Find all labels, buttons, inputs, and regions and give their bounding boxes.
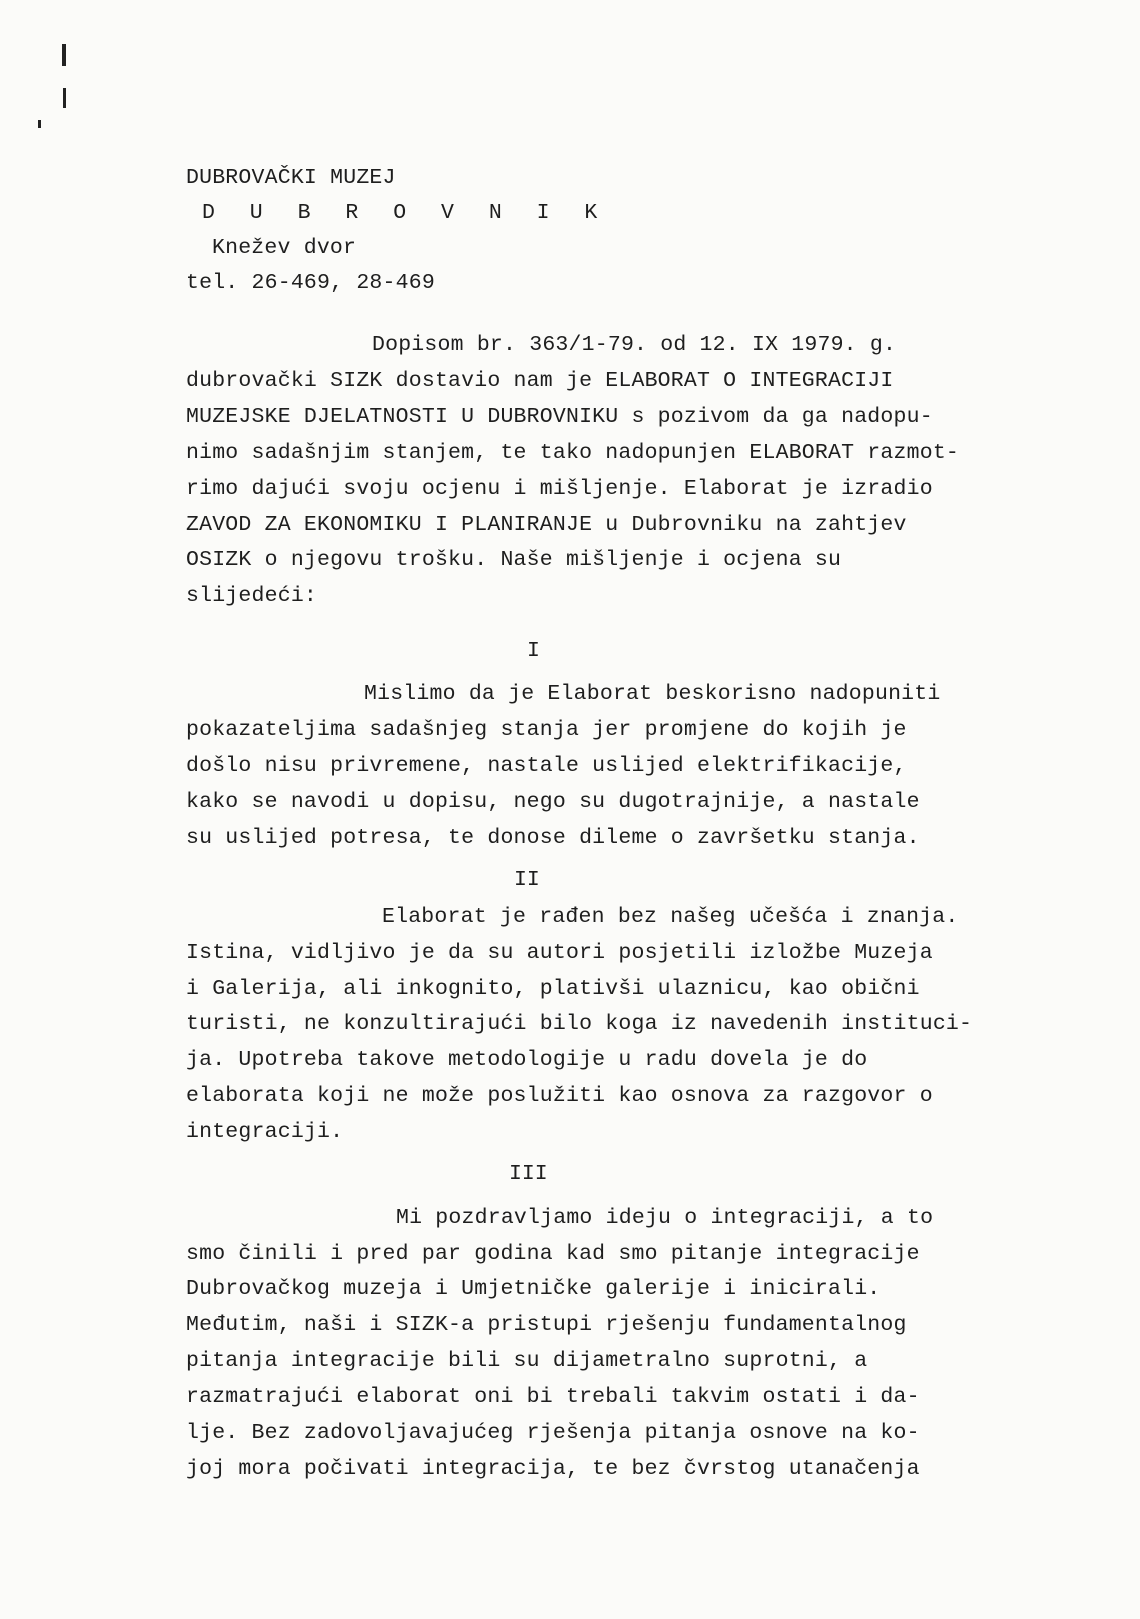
section-iii-line: smo činili i pred par godina kad smo pitanje integracije — [186, 1242, 920, 1266]
section-numeral-i: I — [527, 639, 540, 663]
section-ii-line: ja. Upotreba takove metodologije u radu dovela je do — [186, 1048, 868, 1072]
section-iii-line: lje. Bez zadovoljavajućeg rješenja pitanja osnove na ko- — [186, 1421, 920, 1445]
intro-line: MUZEJSKE DJELATNOSTI U DUBROVNIKU s pozivom da ga nadopu- — [186, 405, 933, 429]
section-i-line: došlo nisu privremene, nastale uslijed elektrifikacije, — [186, 754, 907, 778]
section-iii-line: Dubrovačkog muzeja i Umjetničke galerije i inicirali. — [186, 1277, 881, 1301]
intro-line: nimo sadašnjim stanjem, te tako nadopunjen ELABORAT razmot- — [186, 441, 960, 465]
binding-mark-bottom — [38, 120, 41, 128]
intro-line: rimo dajući svoju ocjenu i mišljenje. Elaborat je izradio — [186, 477, 933, 501]
section-iii-line: Međutim, naši i SIZK-a pristupi rješenju fundamentalnog — [186, 1313, 907, 1337]
binding-mark-top — [62, 44, 66, 66]
section-i-line: Mislimo da je Elaborat beskorisno nadopuniti — [364, 682, 941, 706]
letterhead-city: D U B R O V N I K — [202, 201, 609, 225]
section-ii-line: integraciji. — [186, 1120, 344, 1144]
section-iii-line: joj mora počivati integracija, te bez čvrstog utanačenja — [186, 1457, 920, 1481]
section-ii-line: Istina, vidljivo je da su autori posjetili izložbe Muzeja — [186, 941, 933, 965]
section-numeral-iii: III — [509, 1162, 548, 1186]
intro-line: OSIZK o njegovu trošku. Naše mišljenje i ocjena su — [186, 548, 842, 572]
intro-line: ZAVOD ZA EKONOMIKU I PLANIRANJE u Dubrovniku na zahtjev — [186, 513, 907, 537]
section-i-line: kako se navodi u dopisu, nego su dugotrajnije, a nastale — [186, 790, 920, 814]
section-iii-line: Mi pozdravljamo ideju o integraciji, a to — [396, 1206, 934, 1230]
section-ii-line: elaborata koji ne može poslužiti kao osnova za razgovor o — [186, 1084, 933, 1108]
intro-line: dubrovački SIZK dostavio nam je ELABORAT O INTEGRACIJI — [186, 369, 894, 393]
section-ii-line: Elaborat je rađen bez našeg učešća i znanja. — [382, 905, 959, 929]
intro-line: Dopisom br. 363/1-79. od 12. IX 1979. g. — [372, 333, 897, 357]
section-i-line: su uslijed potresa, te donose dileme o završetku stanja. — [186, 826, 920, 850]
letterhead-address: Knežev dvor — [212, 236, 357, 260]
section-numeral-ii: II — [514, 868, 540, 892]
letterhead-institution: DUBROVAČKI MUZEJ — [186, 166, 396, 190]
section-iii-line: razmatrajući elaborat oni bi trebali takvim ostati i da- — [186, 1385, 920, 1409]
intro-line: slijedeći: — [186, 584, 318, 608]
letterhead-phone: tel. 26-469, 28-469 — [186, 271, 435, 295]
section-iii-line: pitanja integracije bili su dijametralno suprotni, a — [186, 1349, 868, 1373]
section-ii-line: turisti, ne konzultirajući bilo koga iz navedenih instituci- — [186, 1012, 973, 1036]
section-i-line: pokazateljima sadašnjeg stanja jer promjene do kojih je — [186, 718, 907, 742]
section-ii-line: i Galerija, ali inkognito, plativši ulaznicu, kao obični — [186, 977, 920, 1001]
binding-mark-middle — [63, 88, 66, 108]
